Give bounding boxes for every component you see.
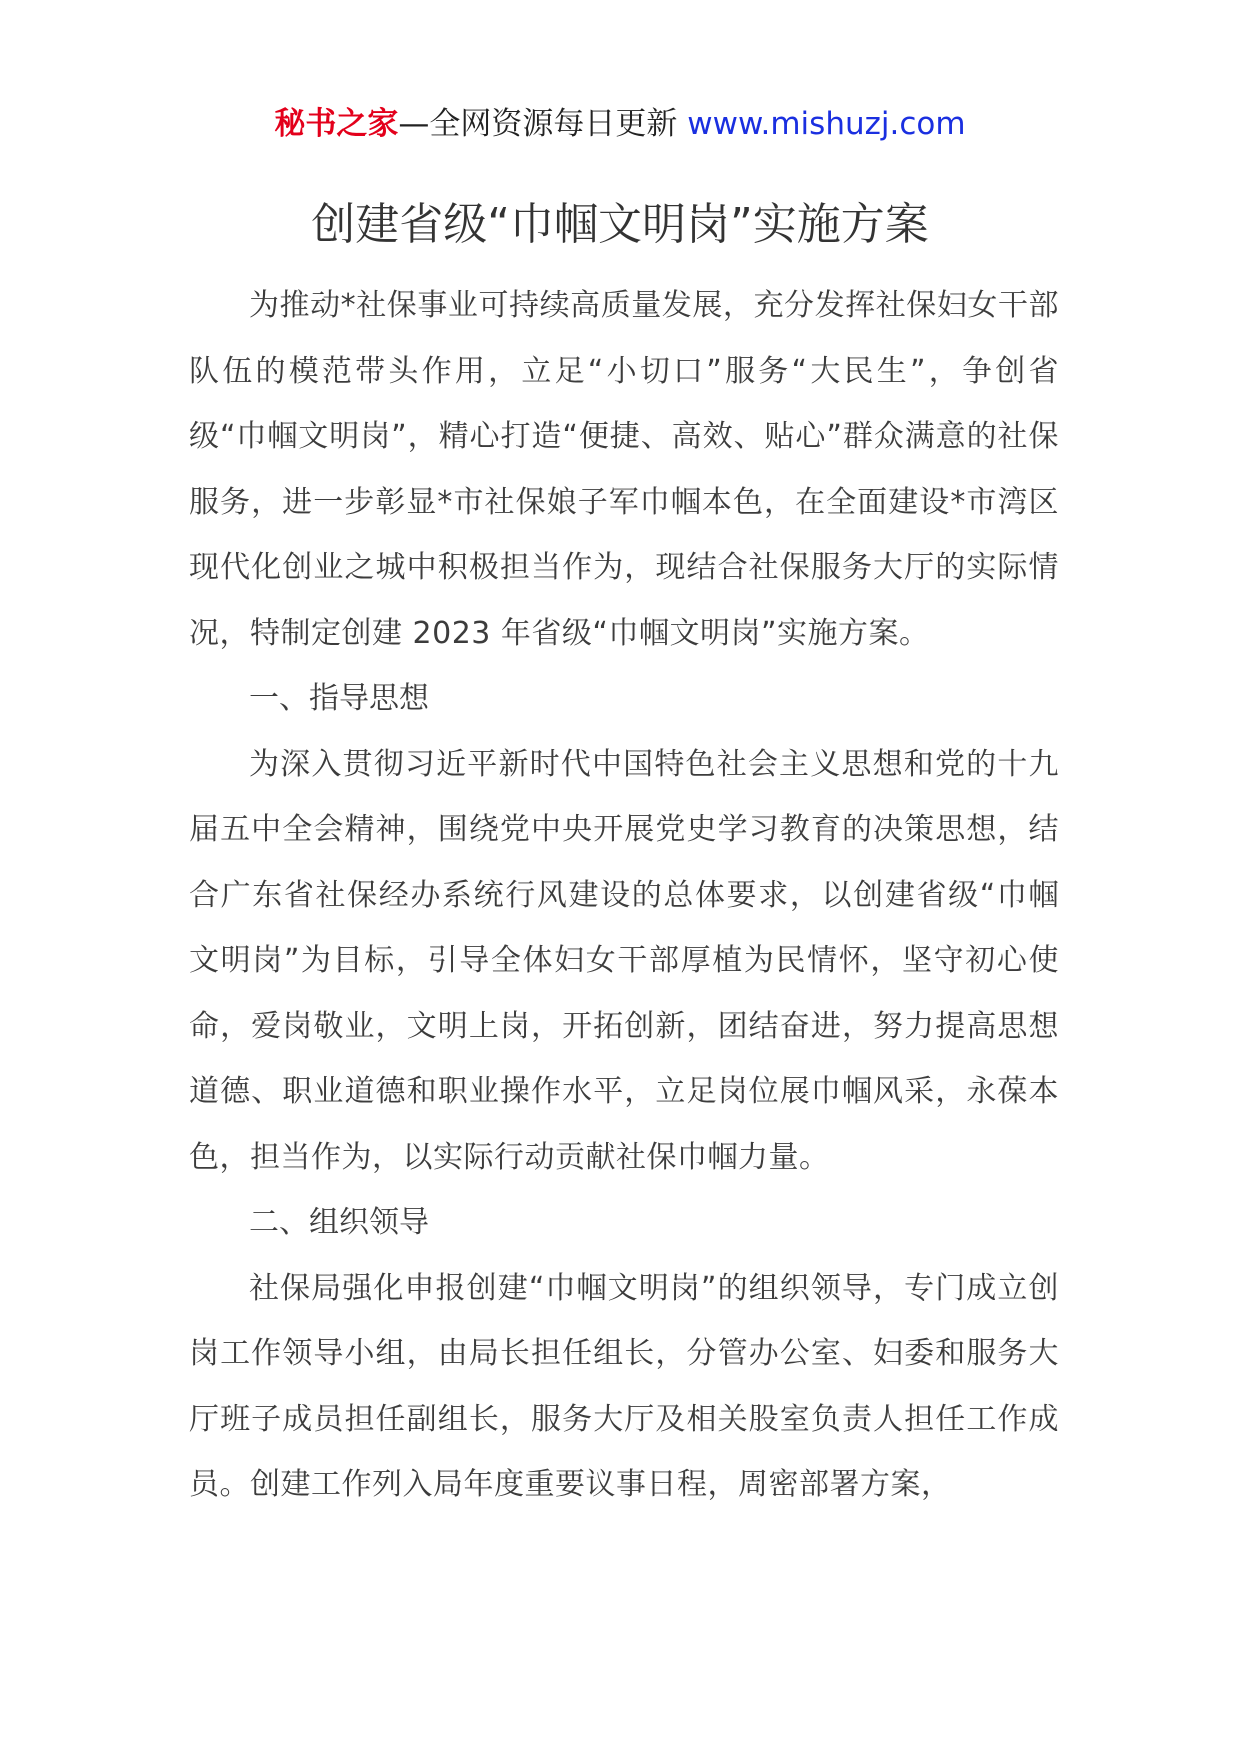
site-url-link[interactable]: www.mishuzj.com <box>687 106 966 142</box>
section-paragraph-organization: 社保局强化申报创建“巾帼文明岗”的组织领导，专门成立创岗工作领导小组，由局长担任组长，分管办公室、妇委和服务大厅班子成员担任副组长，服务大厅及相关股室负责人担任工作成员。创建工作列入局年度重要议事日程，周密部署方案， <box>189 1270 1059 1502</box>
section-paragraph-guiding-ideology: 为深入贯彻习近平新时代中国特色社会主义思想和党的十九届五中全会精神，围绕党中央开展党史学习教育的决策思想，结合广东省社保经办系统行风建设的总体要求，以创建省级“巾帼文明岗”为目标，引导全体妇女干部厚植为民情怀，坚守初心使命，爱岗敬业，文明上岗，开拓创新，团结奋进，努力提高思想道德、职业道德和职业操作水平，立足岗位展巾帼风采，永葆本色，担当作为，以实际行动贡献社保巾帼力量。 <box>189 746 1059 1175</box>
section-heading-guiding-ideology: 一、指导思想 <box>249 681 429 716</box>
brand-name: 秘书之家 <box>274 106 399 142</box>
header-slogan: —全网资源每日更新 <box>398 106 688 142</box>
site-header <box>0 100 1240 148</box>
document-title: 创建省级“巾帼文明岗”实施方案 <box>311 199 929 250</box>
section-heading-organization: 二、组织领导 <box>249 1205 429 1240</box>
intro-paragraph: 为推动*社保事业可持续高质量发展，充分发挥社保妇女干部队伍的模范带头作用，立足“小切口”服务“大民生”，争创省级“巾帼文明岗”，精心打造“便捷、高效、贴心”群众满意的社保服务，进一步彰显*市社保娘子军巾帼本色，在全面建设*市湾区现代化创业之城中积极担当作为，现结合社保服务大厅的实际情况，特制定创建 2023 年省级“巾帼文明岗”实施方案。 <box>189 288 1059 651</box>
document-body <box>189 273 1059 1518</box>
